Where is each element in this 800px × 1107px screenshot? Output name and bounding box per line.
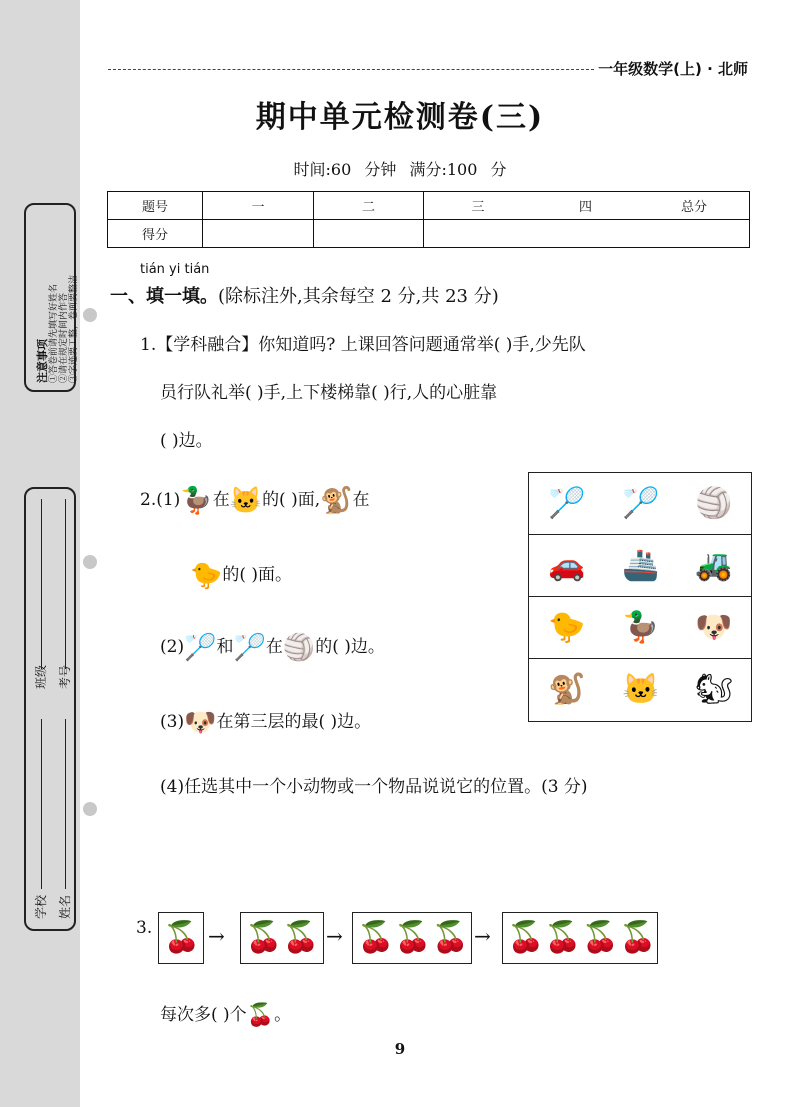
q2-part-1 — [140, 485, 370, 514]
grid-row-1 — [529, 473, 751, 535]
col-total: 总分 — [639, 192, 750, 220]
q2-part-1-cont — [190, 560, 292, 589]
shuttlecock-icon: 🏸 — [622, 485, 660, 521]
col-3: 三 — [424, 192, 533, 220]
monkey-icon: 🐒 — [320, 485, 353, 516]
cherry-icon: 🍒 — [581, 920, 620, 955]
cherry-icon: 🍒 — [163, 920, 201, 955]
dog-icon: 🐶 — [184, 707, 217, 738]
notice-line-2: ②请在规定时间内作答 — [59, 292, 69, 383]
cherry-icon: 🍒 — [431, 920, 470, 955]
score-table — [107, 191, 750, 248]
chick-icon: 🐤 — [548, 609, 586, 645]
student-info-box — [24, 487, 76, 931]
notice-box — [24, 203, 79, 392]
cherry-icon: 🍒 — [357, 920, 395, 955]
cherry-icon: 🍒 — [619, 920, 657, 955]
q2-p2-c: 的( )边。 — [315, 637, 385, 657]
notice-line-3: ③字迹要工整，卷面要整洁 — [69, 274, 79, 383]
section-pinyin: tián yi tián — [140, 262, 210, 277]
row-label-score: 得分 — [108, 220, 203, 248]
page-title: 期中单元检测卷(三) — [255, 100, 545, 135]
shuttlecock-icon: 🏸 — [233, 632, 266, 663]
q2-p1-b: 的( )面, — [262, 490, 321, 510]
binding-hole — [83, 555, 97, 569]
col-1: 一 — [203, 192, 314, 220]
tank-icon: 🚜 — [695, 547, 733, 583]
q2-p3-prefix: (3) — [160, 712, 185, 732]
class-line[interactable] — [41, 499, 42, 669]
section-1-title — [110, 282, 499, 308]
q3-answer-prefix: 每次多( )个 — [160, 1005, 247, 1025]
q2-p2-b: 在 — [265, 637, 283, 657]
class-label: 班级 — [34, 664, 48, 689]
binding-hole — [83, 308, 97, 322]
car-icon: 🚗 — [548, 547, 586, 583]
q2-p1-c: 在 — [352, 490, 370, 510]
cherry-icon: 🍒 — [394, 920, 432, 955]
header-dashed-line — [108, 69, 594, 70]
duck-icon: 🦆 — [622, 609, 660, 645]
q2-part-3 — [160, 707, 371, 736]
exam-no-line[interactable] — [65, 499, 66, 669]
name-line[interactable] — [65, 719, 66, 889]
q2-p2-a: 和 — [216, 637, 234, 657]
q2-p2-prefix: (2) — [160, 637, 185, 657]
score-cell[interactable] — [314, 220, 424, 248]
q2-p1-d: 的( )面。 — [222, 565, 293, 585]
q2-p3-a: 在第三层的最( )边。 — [216, 712, 372, 732]
page-number: 9 — [394, 1040, 406, 1058]
col-2: 二 — [314, 192, 424, 220]
cherry-icon: 🍒 — [282, 920, 320, 955]
monkey-icon: 🐒 — [548, 671, 586, 707]
q2-part-4: (4)任选其中一个小动物或一个物品说说它的位置。(3 分) — [160, 777, 588, 797]
q1-line-3: ( )边。 — [160, 431, 213, 451]
cat-icon: 🐱 — [622, 671, 660, 707]
cherry-box-2 — [240, 912, 324, 964]
cat-icon: 🐱 — [229, 485, 263, 516]
cherry-icon: 🍒 — [245, 920, 283, 955]
grid-row-2 — [529, 535, 751, 597]
duck-icon: 🦆 — [180, 485, 213, 516]
racket-icon: 🏸 — [548, 485, 586, 521]
cherry-box-3 — [352, 912, 472, 964]
q2-p1-a: 在 — [212, 490, 230, 510]
picture-grid — [528, 472, 752, 722]
racket-icon: 🏸 — [184, 632, 217, 663]
exam-no-label: 考号 — [58, 664, 72, 689]
ball-icon: 🏐 — [282, 632, 316, 663]
arrow-icon: → — [474, 924, 491, 948]
name-label: 姓名 — [58, 894, 72, 919]
cherry-box-1 — [158, 912, 204, 964]
ball-icon: 🏐 — [695, 485, 733, 521]
notice-label: 注意事项 — [36, 339, 49, 383]
notice-line-1: ①答卷前请先填写好姓名 — [49, 283, 59, 383]
score-cell[interactable] — [424, 220, 750, 248]
arrow-icon: → — [208, 924, 225, 948]
col-4: 四 — [532, 192, 639, 220]
q2-p1-prefix: 2.(1) — [140, 490, 181, 510]
cherry-icon: 🍒 — [544, 920, 582, 955]
grid-row-3 — [529, 597, 751, 659]
q1-line-2: 员行队礼举( )手,上下楼梯靠( )行,人的心脏靠 — [160, 383, 498, 403]
row-label-question: 题号 — [108, 192, 203, 220]
section-1-heading: 一、填一填。 — [110, 286, 218, 307]
arrow-icon: → — [326, 924, 343, 948]
q3-answer — [160, 1000, 291, 1027]
squirrel-icon: 🐿 — [694, 671, 734, 707]
q3-answer-suffix: 。 — [274, 1005, 292, 1025]
exam-time-score: 时间:60 分钟 满分:100 分 — [293, 160, 507, 179]
ship-icon: 🚢 — [622, 547, 660, 583]
cherry-icon: 🍒 — [507, 920, 545, 955]
chick-icon: 🐤 — [190, 560, 223, 591]
q3-number: 3. — [136, 918, 153, 938]
q1-line-1: 1.【学科融合】你知道吗? 上课回答问题通常举( )手,少先队 — [140, 335, 586, 355]
section-1-note: (除标注外,其余每空 2 分,共 23 分) — [218, 286, 499, 307]
cherry-icon: 🍒 — [246, 1002, 275, 1028]
score-cell[interactable] — [203, 220, 314, 248]
school-label: 学校 — [34, 894, 48, 919]
dog-icon: 🐶 — [695, 609, 733, 645]
school-line[interactable] — [41, 719, 42, 889]
cherry-box-4 — [502, 912, 658, 964]
header-subject: 一年级数学(上) · 北师 — [598, 60, 748, 78]
grid-row-4 — [529, 659, 751, 720]
binding-hole — [83, 802, 97, 816]
q2-part-2 — [160, 632, 385, 661]
